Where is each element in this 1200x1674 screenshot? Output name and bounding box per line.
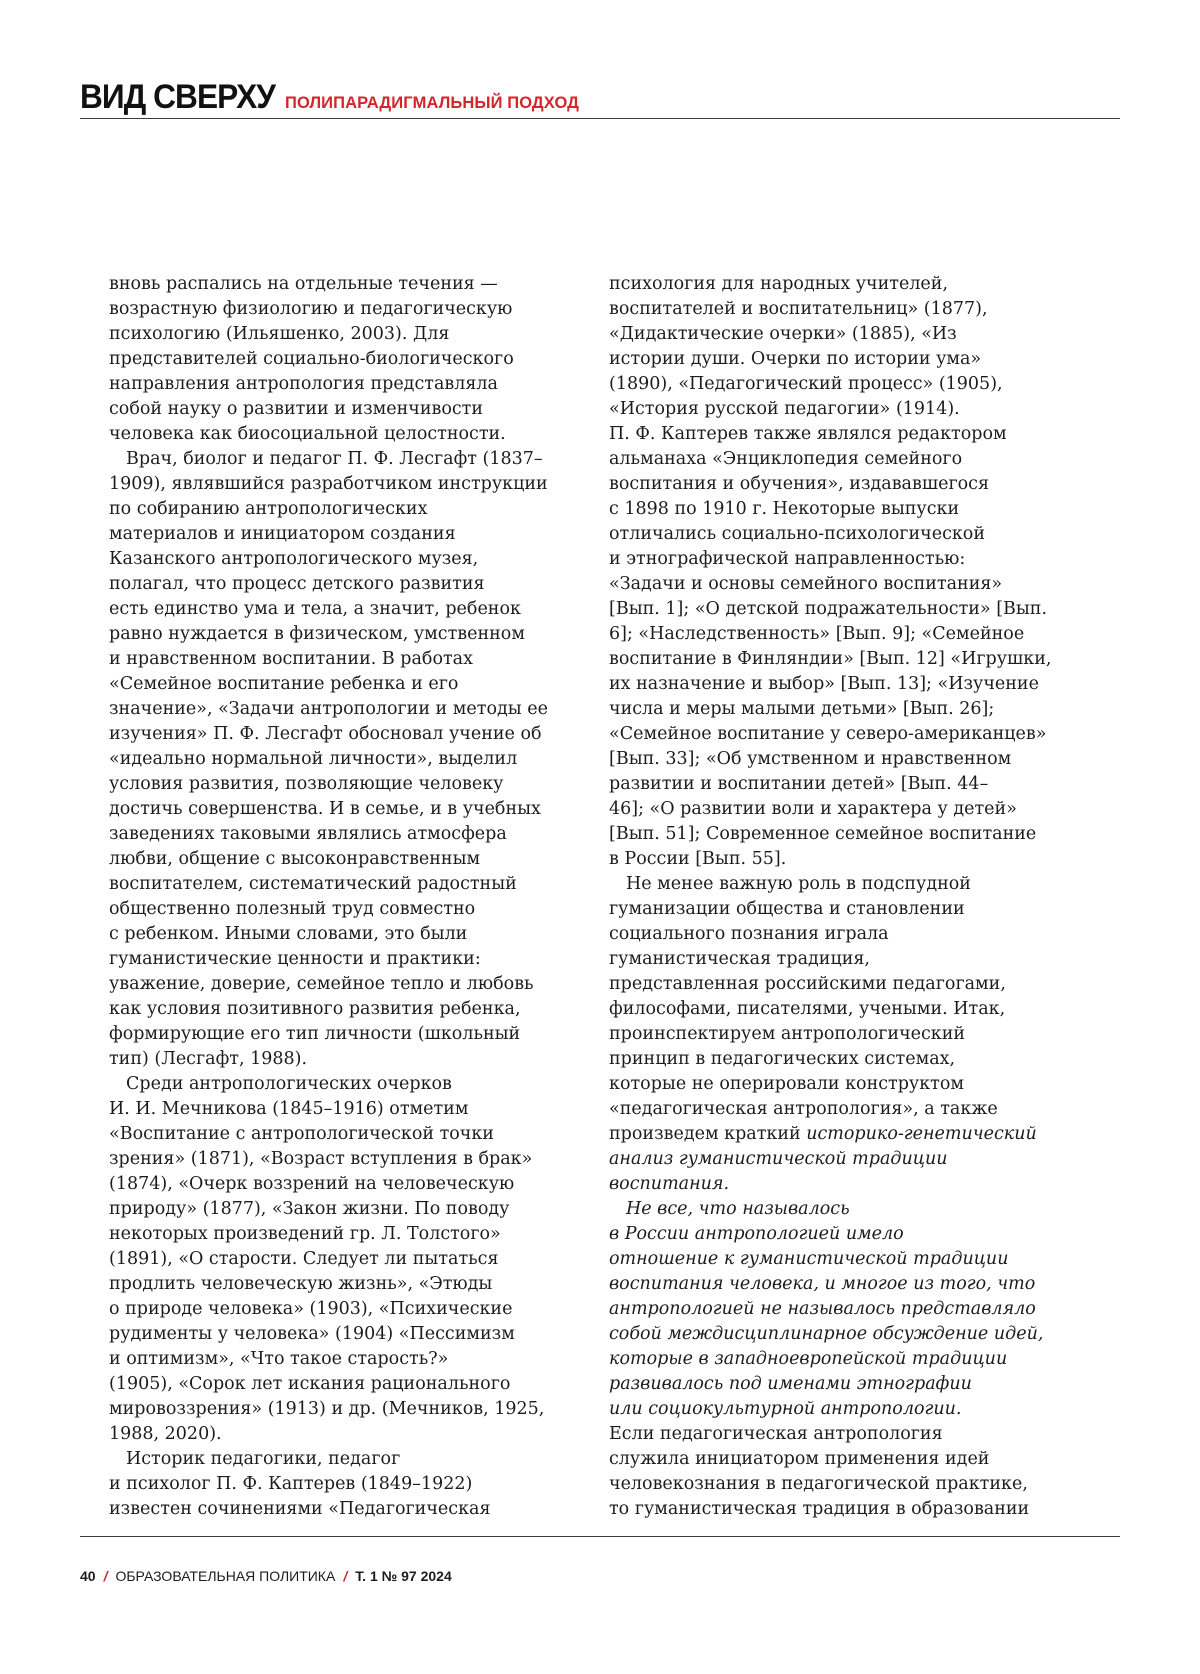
text-line: по собиранию антропологических <box>109 497 599 522</box>
text-line: о природе человека» (1903), «Психические <box>109 1297 599 1322</box>
italic-line: воспитания. <box>609 1172 1099 1197</box>
text-line: представителей социально-биологического <box>109 347 599 372</box>
text-line: (1891), «О старости. Следует ли пытаться <box>109 1247 599 1272</box>
text-line: с 1898 по 1910 г. Некоторые выпуски <box>609 497 1099 522</box>
text-line: П. Ф. Каптерев также являлся редактором <box>609 422 1099 447</box>
paragraph-start-line: Историк педагогики, педагог <box>109 1447 599 1472</box>
section-title: ВИД СВЕРХУ <box>80 78 275 116</box>
text-line: воспитания и обучения», издававшегося <box>609 472 1099 497</box>
text-line: которые не оперировали конструктом <box>609 1072 1099 1097</box>
text-line: психологию (Ильяшенко, 2003). Для <box>109 322 599 347</box>
text-line: вновь распались на отдельные течения — <box>109 272 599 297</box>
page-number: 40 <box>80 1568 96 1584</box>
text-line: числа и меры малыми детьми» [Вып. 26]; <box>609 697 1099 722</box>
text-line: И. И. Мечникова (1845–1916) отметим <box>109 1097 599 1122</box>
text-line: «Воспитание с антропологической точки <box>109 1122 599 1147</box>
text-line: 1909), являвшийся разработчиком инструкции <box>109 472 599 497</box>
text-line: «Задачи и основы семейного воспитания» <box>609 572 1099 597</box>
page-footer <box>80 1566 452 1586</box>
italic-line: которые в западноевропейской традиции <box>609 1347 1099 1372</box>
text-line: материалов и инициатором создания <box>109 522 599 547</box>
text-line: человека как биосоциальной целостности. <box>109 422 599 447</box>
text-line: служила инициатором применения идей <box>609 1447 1099 1472</box>
text-line: формирующие его тип личности (школьный <box>109 1022 599 1047</box>
text-line: воспитателей и воспитательниц» (1877), <box>609 297 1099 322</box>
text-line: значение», «Задачи антропологии и методы ее <box>109 697 599 722</box>
text-line: направления антропология представляла <box>109 372 599 397</box>
text-line: философами, писателями, учеными. Итак, <box>609 997 1099 1022</box>
text-line: уважение, доверие, семейное тепло и любовь <box>109 972 599 997</box>
text-line: истории души. Очерки по истории ума» <box>609 347 1099 372</box>
text-line: гуманизации общества и становлении <box>609 897 1099 922</box>
text-line: «педагогическая антропология», а также <box>609 1097 1099 1122</box>
text-line: «Дидактические очерки» (1885), «Из <box>609 322 1099 347</box>
text-line: развитии и воспитании детей» [Вып. 44– <box>609 772 1099 797</box>
text-line: собой науку о развитии и изменчивости <box>109 397 599 422</box>
footer-separator: / <box>104 1568 108 1584</box>
text-line: 1988, 2020). <box>109 1422 599 1447</box>
text-line: (1874), «Очерк воззрений на человеческую <box>109 1172 599 1197</box>
text-line: возрастную физиологию и педагогическую <box>109 297 599 322</box>
text-column-right <box>609 272 1099 1522</box>
italic-line: в России антропологией имело <box>609 1222 1099 1247</box>
italic-fragment: историко-генетический <box>806 1124 1037 1144</box>
text-line: заведениях таковыми являлись атмосфера <box>109 822 599 847</box>
text-line: представленная российскими педагогами, <box>609 972 1099 997</box>
mixed-line <box>609 1122 1099 1147</box>
text-line: тип) (Лесгафт, 1988). <box>109 1047 599 1072</box>
text-line: зрения» (1871), «Возраст вступления в брак» <box>109 1147 599 1172</box>
text-line: и психолог П. Ф. Каптерев (1849–1922) <box>109 1472 599 1497</box>
text-line: как условия позитивного развития ребенка, <box>109 997 599 1022</box>
text-line: альманаха «Энциклопедия семейного <box>609 447 1099 472</box>
paragraph-start-line: Не менее важную роль в подспудной <box>609 872 1099 897</box>
text-line: в России [Вып. 55]. <box>609 847 1099 872</box>
text-line: и оптимизм», «Что такое старость?» <box>109 1347 599 1372</box>
italic-line: воспитания человека, и многое из того, что <box>609 1272 1099 1297</box>
text-line: их назначение и выбор» [Вып. 13]; «Изучение <box>609 672 1099 697</box>
text-line: воспитателем, систематический радостный <box>109 872 599 897</box>
issue-number: Т. 1 № 97 2024 <box>355 1568 452 1584</box>
text-line: воспитание в Финляндии» [Вып. 12] «Игрушки, <box>609 647 1099 672</box>
text-line: (1905), «Сорок лет искания рационального <box>109 1372 599 1397</box>
text-line: (1890), «Педагогический процесс» (1905), <box>609 372 1099 397</box>
italic-line: собой междисциплинарное обсуждение идей, <box>609 1322 1099 1347</box>
text-line: человекознания в педагогической практике, <box>609 1472 1099 1497</box>
text-column-left <box>109 272 599 1522</box>
text-line: Если педагогическая антропология <box>609 1422 1099 1447</box>
text-line: «Семейное воспитание у северо-американцев» <box>609 722 1099 747</box>
text-line: известен сочинениями «Педагогическая <box>109 1497 599 1522</box>
text-line: принцип в педагогических системах, <box>609 1047 1099 1072</box>
paragraph-start-line: Врач, биолог и педагог П. Ф. Лесгафт (1837– <box>109 447 599 472</box>
text-line: 46]; «О развитии воли и характера у детей» <box>609 797 1099 822</box>
text-line: то гуманистическая традиция в образовании <box>609 1497 1099 1522</box>
text-line: Казанского антропологического музея, <box>109 547 599 572</box>
paragraph-start-line: Среди антропологических очерков <box>109 1072 599 1097</box>
journal-name: ОБРАЗОВАТЕЛЬНАЯ ПОЛИТИКА <box>115 1568 335 1584</box>
text-line: [Вып. 51]; Современное семейное воспитание <box>609 822 1099 847</box>
italic-line: развивалось под именами этнографии <box>609 1372 1099 1397</box>
text-line: гуманистические ценности и практики: <box>109 947 599 972</box>
text-line: любви, общение с высоконравственным <box>109 847 599 872</box>
footer-divider <box>80 1536 1120 1537</box>
text-line: «История русской педагогии» (1914). <box>609 397 1099 422</box>
text-line: и этнографической направленностью: <box>609 547 1099 572</box>
text-line: мировоззрения» (1913) и др. (Мечников, 1925, <box>109 1397 599 1422</box>
text-line: социального познания играла <box>609 922 1099 947</box>
text-line: изучения» П. Ф. Лесгафт обосновал учение об <box>109 722 599 747</box>
text-line: [Вып. 33]; «Об умственном и нравственном <box>609 747 1099 772</box>
text-line: отличались социально-психологической <box>609 522 1099 547</box>
text-line: есть единство ума и тела, а значит, ребенок <box>109 597 599 622</box>
text-line: «идеально нормальной личности», выделил <box>109 747 599 772</box>
text-line: [Вып. 1]; «О детской подражательности» [Вып. <box>609 597 1099 622</box>
text-line: достичь совершенства. И в семье, и в учебных <box>109 797 599 822</box>
text-line: некоторых произведений гр. Л. Толстого» <box>109 1222 599 1247</box>
text-line: продлить человеческую жизнь», «Этюды <box>109 1272 599 1297</box>
text-line: «Семейное воспитание ребенка и его <box>109 672 599 697</box>
text-line: полагал, что процесс детского развития <box>109 572 599 597</box>
text-line: равно нуждается в физическом, умственном <box>109 622 599 647</box>
text-line: 6]; «Наследственность» [Вып. 9]; «Семейное <box>609 622 1099 647</box>
text-line: проинспектируем антропологический <box>609 1022 1099 1047</box>
text-line: и нравственном воспитании. В работах <box>109 647 599 672</box>
italic-line: отношение к гуманистической традиции <box>609 1247 1099 1272</box>
text-line: рудименты у человека» (1904) «Пессимизм <box>109 1322 599 1347</box>
italic-line: антропологией не называлось представляло <box>609 1297 1099 1322</box>
italic-line: или социокультурной антропологии. <box>609 1397 1099 1422</box>
section-subtitle: ПОЛИПАРАДИГМАЛЬНЫЙ ПОДХОД <box>285 93 579 113</box>
footer-separator: / <box>343 1568 347 1584</box>
text-line: психология для народных учителей, <box>609 272 1099 297</box>
text-line: с ребенком. Иными словами, это были <box>109 922 599 947</box>
page-header <box>80 78 1120 119</box>
text-fragment: произведем краткий <box>609 1124 806 1144</box>
text-line: общественно полезный труд совместно <box>109 897 599 922</box>
text-line: условия развития, позволяющие человеку <box>109 772 599 797</box>
italic-line: анализ гуманистической традиции <box>609 1147 1099 1172</box>
italic-paragraph-start-line: Не все, что называлось <box>609 1197 1099 1222</box>
text-line: природу» (1877), «Закон жизни. По поводу <box>109 1197 599 1222</box>
text-line: гуманистическая традиция, <box>609 947 1099 972</box>
